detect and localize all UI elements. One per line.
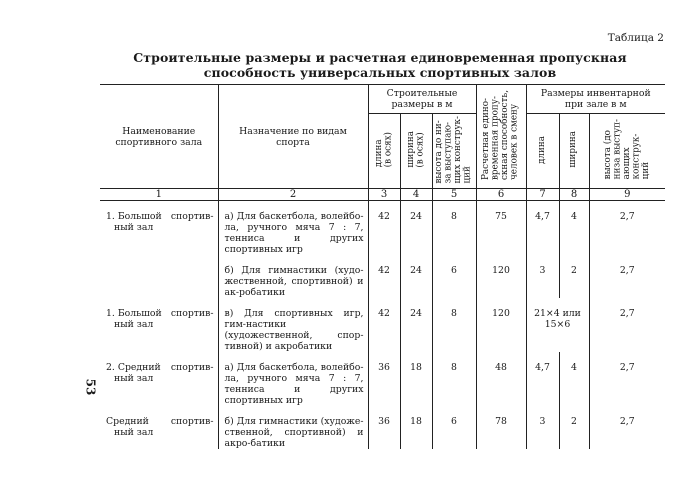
table-title: Строительные размеры и расчетная единовременная пропускная способность универсальных спортивных залов xyxy=(133,50,627,80)
row-number: 1. xyxy=(106,308,115,319)
width-cell: 18 xyxy=(400,406,432,449)
header-name-text: Наименование спортивного зала xyxy=(115,125,203,148)
capacity-cell: 75 xyxy=(476,201,526,256)
height-cell: 6 xyxy=(432,406,476,449)
width-cell: 24 xyxy=(400,201,432,256)
length-cell: 42 xyxy=(368,255,400,298)
header-name xyxy=(100,85,218,189)
column-number: 4 xyxy=(400,189,432,201)
height-cell: 8 xyxy=(432,298,476,352)
inv-length-cell: 3 xyxy=(526,255,559,298)
column-number: 8 xyxy=(559,189,589,201)
length-cell: 42 xyxy=(368,298,400,352)
height-cell: 6 xyxy=(432,255,476,298)
table-row xyxy=(100,352,665,406)
inv-width-cell: 4 xyxy=(559,352,589,406)
hall-name-word: Средний xyxy=(106,416,149,427)
hall-name-word: Средний xyxy=(117,362,161,373)
header-inv-length xyxy=(526,114,559,189)
inv-length-cell: 4,7 xyxy=(526,352,559,406)
header-purpose xyxy=(218,85,368,189)
header-inv-height xyxy=(589,114,665,189)
row-number: 1. xyxy=(106,211,115,222)
inv-height-cell: 2,7 xyxy=(619,308,635,319)
purpose-cell: б) Для гимнастики (худо-жественной, спортивной) и ак-робатики xyxy=(218,255,368,298)
header-group-inventory xyxy=(526,85,665,114)
column-number: 2 xyxy=(218,189,368,201)
capacity-cell: 120 xyxy=(476,255,526,298)
header-length-text: длина (в осях) xyxy=(373,131,393,168)
header-group-inventory-text: Размеры инвентарной при зале в м xyxy=(540,88,651,110)
height-cell: 8 xyxy=(432,201,476,256)
purpose-cell: б) Для гимнастики (художе-ственной, спортивной) и акро-батики xyxy=(218,406,368,449)
inv-length-cell: 21×4 или 15×6 xyxy=(526,298,589,352)
table-row xyxy=(100,255,665,298)
hall-name-word: спортив- xyxy=(170,362,214,373)
header-inv-length-text: длина xyxy=(536,135,547,164)
header-width-text: ширина (в осях) xyxy=(405,131,425,168)
column-number: 7 xyxy=(526,189,559,201)
hall-name-word: спортив- xyxy=(170,308,214,319)
hall-name-word: спортив- xyxy=(170,211,214,222)
hall-name-word: Большой xyxy=(117,308,162,319)
length-cell: 36 xyxy=(368,352,400,406)
column-number: 5 xyxy=(432,189,476,201)
height-cell: 8 xyxy=(432,352,476,406)
table-row xyxy=(100,406,665,449)
capacity-cell: 78 xyxy=(476,406,526,449)
header-group-build xyxy=(368,85,476,114)
column-number: 9 xyxy=(589,189,665,201)
column-number-row xyxy=(100,189,665,201)
page-number: 53 xyxy=(83,378,98,396)
header-width xyxy=(400,114,432,189)
inv-height-cell: 2,7 xyxy=(619,265,635,276)
inv-height-cell: 2,7 xyxy=(619,362,635,373)
hall-name-cell xyxy=(100,352,218,406)
header-length xyxy=(368,114,400,189)
purpose-cell: а) Для баскетбола, волейбо-ла, ручного мяча 7 : 7, тенниса и других спортивных игр xyxy=(218,352,368,406)
purpose-cell: в) Для спортивных игр, гим-настики (художественной, спор-тивной) и акробатики xyxy=(218,298,368,352)
header-capacity-text: Расчетная едино- временная пропу- скная способность, человек в смену xyxy=(481,89,520,181)
hall-name-word: Большой xyxy=(117,211,162,222)
hall-name-cell xyxy=(100,406,218,449)
header-inv-width xyxy=(559,114,589,189)
inv-width-cell: 2 xyxy=(559,255,589,298)
table-label: Таблица 2 xyxy=(607,32,664,44)
inv-length-cell: 4,7 xyxy=(526,201,559,256)
hall-name-cell xyxy=(100,298,218,352)
width-cell: 24 xyxy=(400,255,432,298)
sports-halls-table xyxy=(100,84,665,449)
hall-name-cell xyxy=(100,255,218,298)
table-row xyxy=(100,201,665,256)
row-number: 2. xyxy=(106,362,115,373)
hall-name-word: ный зал xyxy=(114,319,154,330)
header-height xyxy=(432,114,476,189)
hall-name-cell xyxy=(100,201,218,256)
hall-name-word: ный зал xyxy=(114,373,154,384)
capacity-cell: 120 xyxy=(476,298,526,352)
table-row xyxy=(100,298,665,352)
column-number: 3 xyxy=(368,189,400,201)
header-capacity xyxy=(476,85,526,189)
header-purpose-text: Назначение по видам спорта xyxy=(239,125,347,148)
length-cell: 36 xyxy=(368,406,400,449)
header-group-build-text: Строительные размеры в м xyxy=(386,88,458,110)
hall-name-word: ный зал xyxy=(114,427,154,438)
column-number: 6 xyxy=(476,189,526,201)
column-number: 1 xyxy=(100,189,218,201)
inv-length-cell: 3 xyxy=(526,406,559,449)
length-cell: 42 xyxy=(368,201,400,256)
width-cell: 18 xyxy=(400,352,432,406)
capacity-cell: 48 xyxy=(476,352,526,406)
inv-width-cell: 2 xyxy=(559,406,589,449)
purpose-cell: а) Для баскетбола, волейбо-ла, ручного мяча 7 : 7, тенниса и других спортивных игр xyxy=(218,201,368,256)
inv-height-cell: 2,7 xyxy=(619,211,635,222)
header-height-text: высота до ни- за выступаю- щих конструк- ций xyxy=(434,115,473,184)
width-cell: 24 xyxy=(400,298,432,352)
header-inv-height-text: высота (до низа выступ- ающих конструк- ций xyxy=(602,119,651,180)
hall-name-word: спортив- xyxy=(170,416,214,427)
hall-name-word: ный зал xyxy=(114,222,154,233)
inv-width-cell: 4 xyxy=(559,201,589,256)
header-inv-width-text: ширина xyxy=(568,131,579,168)
inv-height-cell: 2,7 xyxy=(619,416,635,427)
